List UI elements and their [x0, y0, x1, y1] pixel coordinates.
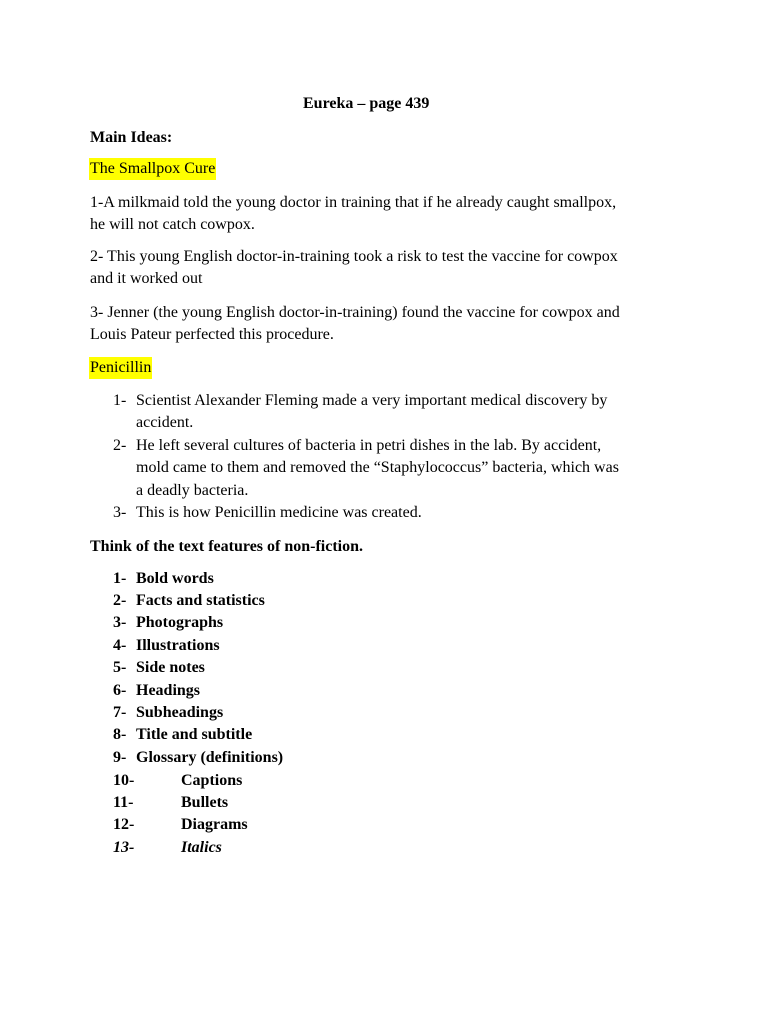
- penicillin-item-2-line-1: He left several cultures of bacteria in petri dishes in the lab. By accident,: [136, 437, 602, 454]
- smallpox-paragraph-2-line-1: 2- This young English doctor-in-training took a risk to test the vaccine for cowpox: [90, 248, 618, 265]
- feature-item-6-text: Headings: [136, 682, 201, 699]
- page-title: Eureka – page 439: [303, 95, 430, 112]
- penicillin-item-1-line-1: Scientist Alexander Fleming made a very important medical discovery by: [136, 392, 608, 409]
- penicillin-item-2-number: 2-: [113, 437, 127, 454]
- feature-item-8-number: 8-: [113, 726, 127, 743]
- feature-item-3-text: Photographs: [136, 614, 224, 631]
- smallpox-paragraph-3-line-2: Louis Pateur perfected this procedure.: [90, 326, 334, 343]
- feature-item-7-number: 7-: [113, 704, 127, 721]
- feature-item-13-text: Italics: [181, 839, 222, 856]
- smallpox-paragraph-3-line-1: 3- Jenner (the young English doctor-in-training) found the vaccine for cowpox and: [90, 304, 620, 321]
- feature-item-3-number: 3-: [113, 614, 127, 631]
- penicillin-heading: Penicillin: [89, 357, 152, 379]
- feature-item-1-text: Bold words: [136, 570, 214, 587]
- feature-item-6-number: 6-: [113, 682, 127, 699]
- feature-item-5-number: 5-: [113, 659, 127, 676]
- feature-item-5-text: Side notes: [136, 659, 205, 676]
- feature-item-13-number: 13-: [113, 839, 135, 856]
- feature-item-11-number: 11-: [113, 794, 134, 811]
- feature-item-2-text: Facts and statistics: [136, 592, 265, 609]
- feature-item-9-number: 9-: [113, 749, 127, 766]
- penicillin-item-1-line-2: accident.: [136, 414, 194, 431]
- main-ideas-label: Main Ideas:: [90, 129, 173, 146]
- penicillin-item-3-line-1: This is how Penicillin medicine was created.: [136, 504, 422, 521]
- smallpox-paragraph-1-line-1: 1-A milkmaid told the young doctor in training that if he already caught smallpox,: [90, 194, 617, 211]
- feature-item-10-number: 10-: [113, 772, 135, 789]
- feature-item-7-text: Subheadings: [136, 704, 224, 721]
- smallpox-paragraph-2-line-2: and it worked out: [90, 270, 203, 287]
- feature-item-12-number: 12-: [113, 816, 135, 833]
- penicillin-item-2-line-3: a deadly bacteria.: [136, 482, 249, 499]
- feature-item-1-number: 1-: [113, 570, 127, 587]
- smallpox-paragraph-1-line-2: he will not catch cowpox.: [90, 216, 255, 233]
- penicillin-item-3-number: 3-: [113, 504, 127, 521]
- feature-item-8-text: Title and subtitle: [136, 726, 253, 743]
- feature-item-10-text: Captions: [181, 772, 243, 789]
- smallpox-heading: The Smallpox Cure: [89, 158, 216, 180]
- feature-item-9-text: Glossary (definitions): [136, 749, 284, 766]
- feature-item-2-number: 2-: [113, 592, 127, 609]
- feature-item-11-text: Bullets: [181, 794, 229, 811]
- feature-item-4-text: Illustrations: [136, 637, 220, 654]
- penicillin-item-1-number: 1-: [113, 392, 127, 409]
- penicillin-item-2-line-2: mold came to them and removed the “Staphylococcus” bacteria, which was: [136, 459, 619, 476]
- features-heading: Think of the text features of non-fiction.: [90, 538, 364, 555]
- feature-item-12-text: Diagrams: [181, 816, 248, 833]
- feature-item-4-number: 4-: [113, 637, 127, 654]
